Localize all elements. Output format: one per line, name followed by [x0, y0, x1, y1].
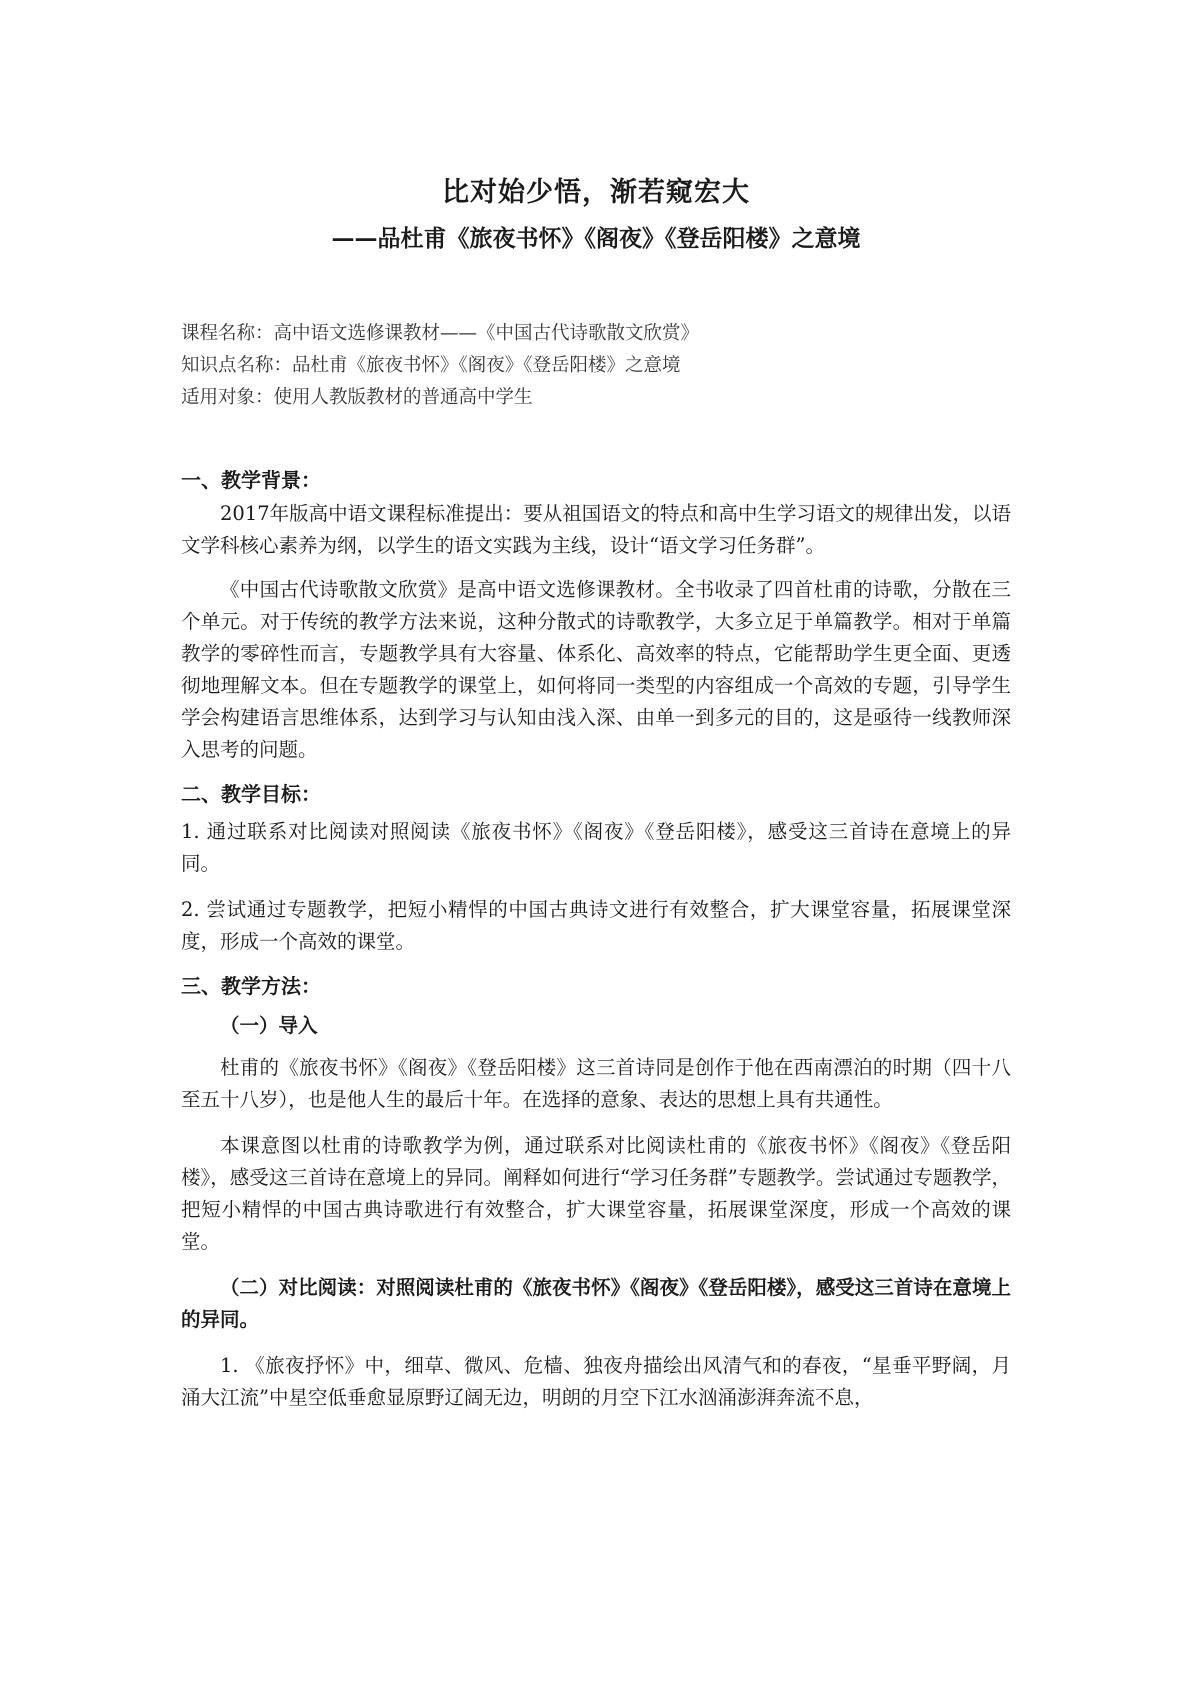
meta-knowledge-point: 知识点名称：品杜甫《旅夜书怀》《阁夜》《登岳阳楼》之意境	[181, 355, 681, 376]
course-meta	[181, 318, 1011, 414]
paragraph: 1. 通过联系对比阅读对照阅读《旅夜书怀》《阁夜》《登岳阳楼》，感受这三首诗在意境上的异同。	[181, 820, 1011, 875]
document-title: 比对始少悟，渐若窥宏大	[442, 177, 750, 208]
document-body	[181, 462, 1011, 1414]
document-page	[181, 0, 1011, 1684]
paragraph: 本课意图以杜甫的诗歌教学为例，通过联系对比阅读杜甫的《旅夜书怀》《阁夜》《登岳阳楼》，感受这三首诗在意境上的异同。阐释如何进行“学习任务群”专题教学。尝试通过专题教学，把短小精悍的中国古典诗歌进行有效整合，扩大课堂容量，拓展课堂深度，形成一个高效的课堂。	[181, 1134, 1011, 1253]
meta-audience: 适用对象：使用人教版教材的普通高中学生	[181, 387, 533, 408]
subsection-heading: （二）对比阅读：对照阅读杜甫的《旅夜书怀》《阁夜》《登岳阳楼》，感受这三首诗在意境上的异同。	[181, 1276, 1011, 1331]
section-heading: 三、教学方法：	[181, 974, 321, 998]
paragraph: 1. 《旅夜抒怀》中，细草、微风、危樯、独夜舟描绘出风清气和的春夜，“星垂平野阔，月涌大江流”中星空低垂愈显原野辽阔无边，明朗的月空下江水汹涌澎湃奔流不息，	[181, 1354, 1011, 1409]
meta-course: 课程名称：高中语文选修课教材——《中国古代诗歌散文欣赏》	[181, 323, 700, 344]
subsection-heading: （一）导入	[220, 1014, 318, 1037]
document-subtitle: ——品杜甫《旅夜书怀》《阁夜》《登岳阳楼》之意境	[331, 225, 861, 252]
section-methods	[181, 968, 1011, 1414]
section-heading: 二、教学目标：	[181, 782, 321, 806]
paragraph: 2. 尝试通过专题教学，把短小精悍的中国古典诗文进行有效整合，扩大课堂容量，拓展课堂深度，形成一个高效的课堂。	[181, 898, 1011, 953]
section-objectives	[181, 776, 1011, 958]
section-background	[181, 462, 1011, 766]
paragraph: 杜甫的《旅夜书怀》《阁夜》《登岳阳楼》这三首诗同是创作于他在西南漂泊的时期（四十八至五十八岁），也是他人生的最后十年。在选择的意象、表达的思想上具有共通性。	[181, 1056, 1011, 1111]
paragraph: 2017年版高中语文课程标准提出：要从祖国语文的特点和高中生学习语文的规律出发，以语文学科核心素养为纲，以学生的语文实践为主线，设计“语文学习任务群”。	[181, 502, 1011, 557]
section-heading: 一、教学背景：	[181, 468, 321, 492]
paragraph: 《中国古代诗歌散文欣赏》是高中语文选修课教材。全书收录了四首杜甫的诗歌，分散在三个单元。对于传统的教学方法来说，这种分散式的诗歌教学，大多立足于单篇教学。相对于单篇教学的零碎性而言，专题教学具有大容量、体系化、高效率的特点，它能帮助学生更全面、更透彻地理解文本。但在专题教学的课堂上，如何将同一类型的内容组成一个高效的专题，引导学生学会构建语言思维体系，达到学习与认知由浅入深、由单一到多元的目的，这是亟待一线教师深入思考的问题。	[181, 578, 1011, 761]
